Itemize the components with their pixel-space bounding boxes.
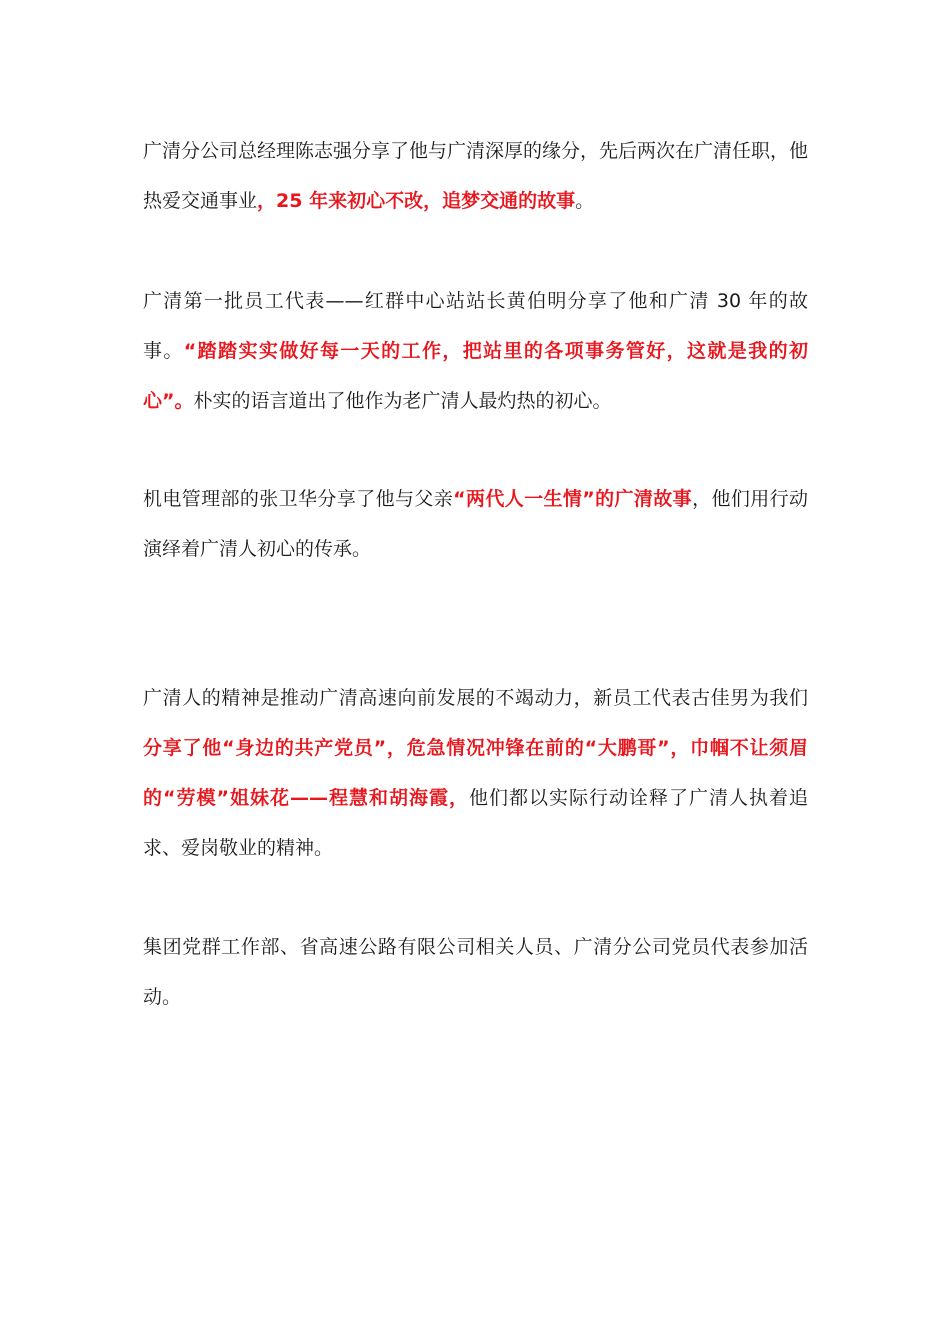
text-segment: 。 bbox=[575, 190, 595, 212]
highlight-segment: “两代人一生情”的广清故事 bbox=[453, 488, 693, 510]
text-segment: ，他们用行动演绎着广清人初心的传承。 bbox=[143, 488, 808, 560]
paragraph-attendees bbox=[143, 922, 808, 1022]
paragraph-chen-zhiqiang bbox=[143, 126, 808, 226]
highlight-segment: ，25 年来初心不改，追梦交通的故事 bbox=[257, 190, 576, 212]
paragraph-huang-boming bbox=[143, 276, 808, 426]
text-segment: 他们都以实际行动诠释了广清人执着追求、爱岗敬业的精神。 bbox=[143, 787, 808, 859]
text-segment: 集团党群工作部、省高速公路有限公司相关人员、广清分公司党员代表参加活动。 bbox=[143, 936, 808, 1008]
text-segment: 广清分公司总经理陈志强分享了他与广清深厚的缘分，先后两次在广清任职，他热爱交通事业 bbox=[143, 140, 809, 212]
text-segment: 广清人的精神是推动广清高速向前发展的不竭动力，新员工代表古佳男为我们 bbox=[143, 687, 808, 709]
highlight-segment: “踏踏实实做好每一天的工作，把站里的各项事务管好，这就是我的初心”。 bbox=[143, 340, 808, 412]
text-segment: 广清第一批员工代表——红群中心站站长黄伯明分享了他和广清 30 年的故事。 bbox=[143, 290, 808, 362]
text-segment: 朴实的语言道出了他作为老广清人最灼热的初心。 bbox=[193, 390, 612, 412]
paragraph-zhang-weihua bbox=[143, 474, 808, 574]
paragraph-gu-jianan bbox=[143, 673, 808, 873]
highlight-segment: 分享了他“身边的共产党员”，危急情况冲锋在前的“大鹏哥”，巾帼不让须眉的“劳模”姐妹花——程慧和胡海霞， bbox=[143, 737, 808, 809]
text-segment: 机电管理部的张卫华分享了他与父亲 bbox=[143, 488, 454, 510]
